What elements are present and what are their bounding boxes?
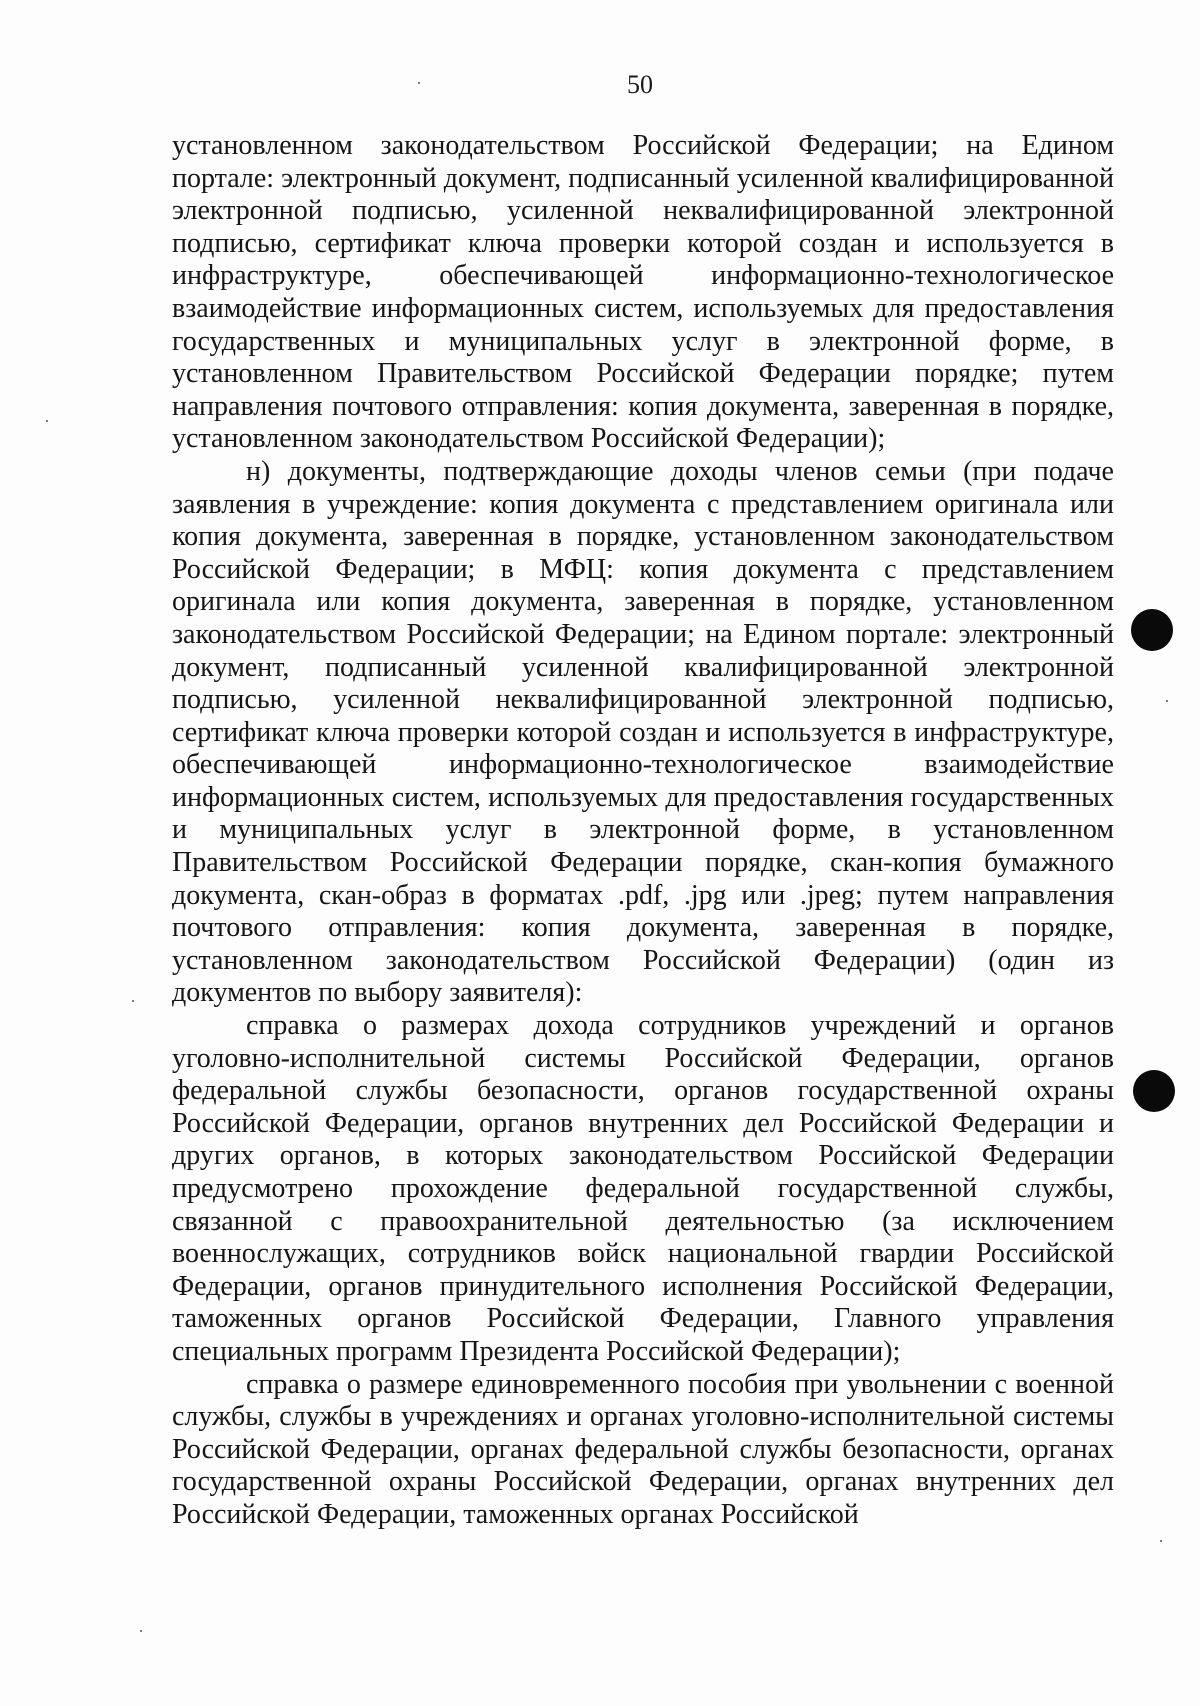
page-number: 50 xyxy=(627,70,653,99)
scan-speck xyxy=(1160,1540,1162,1542)
paragraph-continuation: установленном законодательством Российской Федерации; на Едином портале: электронный документ, подписанный усиленной квалифицированной электронной подписью, усиленной неквалифицированной электронной подписью, сертификат ключа проверки которой создан и используется в инфраструктуре, обеспечивающей информационно-технологическое взаимодействие информационных систем, используемых для предоставления государственных и муниципальных услуг в электронной форме, в установленном Правительством Российской Федерации порядке; путем направления почтового отправления: копия документа, заверенная в порядке, установленном законодательством Российской Федерации); xyxy=(172,130,1114,455)
document-body xyxy=(172,130,1114,1532)
scan-speck xyxy=(140,1630,142,1632)
paragraph-income-certificate: справка о размерах дохода сотрудников учреждений и органов уголовно-исполнительной системы Российской Федерации, органов федеральной службы безопасности, органов государственной охраны Российской Федерации, органов внутренних дел Российской Федерации и других органов, в которых законодательством Российской Федерации предусмотрено прохождение федеральной государственной службы, связанной с правоохранительной деятельностью (за исключением военнослужащих, сотрудников войск национальной гвардии Российской Федерации, органов принудительного исполнения Российской Федерации, таможенных органов Российской Федерации, Главного управления специальных программ Президента Российской Федерации); xyxy=(172,1010,1114,1367)
punch-hole-bottom xyxy=(1133,1070,1175,1112)
paragraph-item-n: н) документы, подтверждающие доходы членов семьи (при подаче заявления в учреждение: копия документа с представлением оригинала или копия документа, заверенная в порядке, установленном законодательством Российской Федерации; в МФЦ: копия документа с представлением оригинала или копия документа, заверенная в порядке, установленном законодательством Российской Федерации; на Едином портале: электронный документ, подписанный усиленной квалифицированной электронной подписью, усиленной неквалифицированной электронной подписью, сертификат ключа проверки которой создан и используется в инфраструктуре, обеспечивающей информационно-технологическое взаимодействие информационных систем, используемых для предоставления государственных и муниципальных услуг в электронной форме, в установленном Правительством Российской Федерации порядке, скан-копия бумажного документа, скан-образ в форматах .pdf, .jpg или .jpeg; путем направления почтового отправления: копия документа, заверенная в порядке, установленном законодательством Российской Федерации) (один из документов по выбору заявителя): xyxy=(172,455,1114,1009)
punch-hole-top xyxy=(1131,609,1173,651)
scan-speck xyxy=(1166,700,1168,702)
scan-speck xyxy=(132,1000,134,1002)
scan-speck xyxy=(418,82,420,84)
paragraph-severance-certificate: справка о размере единовременного пособия при увольнении с военной службы, службы в учреждениях и органах уголовно-исполнительной системы Российской Федерации, органах федеральной службы безопасности, органах государственной охраны Российской Федерации, органах внутренних дел Российской Федерации, таможенных органах Российской xyxy=(172,1368,1114,1530)
scan-speck xyxy=(46,420,48,422)
